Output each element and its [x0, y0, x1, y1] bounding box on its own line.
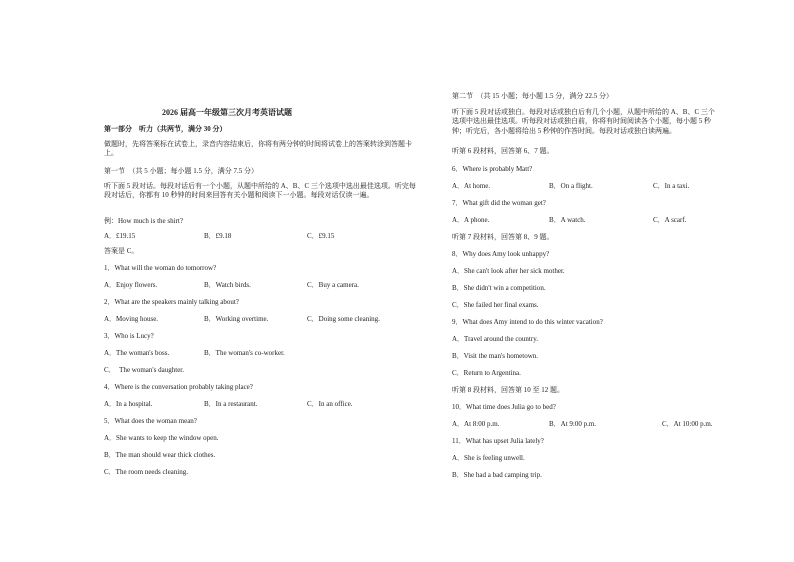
part1-instructions: 做题时，先将答案标在试卷上，录音内容结束后，你将有两分钟的时间将试卷上的答案转涂到答题卡上。: [104, 140, 412, 158]
example-option-c: C．£9.15: [307, 232, 335, 240]
q8-option-c: C．She failed her final exams.: [452, 301, 539, 309]
listen-8-instruction: 听第 8 段材料，回答第 10 至 12 题。: [452, 386, 564, 394]
q7-option-c: C．A scarf.: [653, 216, 687, 224]
q9-option-b: B．Visit the man's hometown.: [452, 352, 539, 360]
q5-option-c: C．The room needs cleaning.: [104, 468, 188, 476]
section1-instructions: 听下面 5 段对话。每段对话后有一个小题，从题中所给的 A、B、C 三个选项中选出最佳选项。听完每段对话后，你都有 10 秒钟的时间来回答有关小题和阅读下一小题。每段对话仅读一遍。: [104, 182, 416, 200]
example-option-a: A．£19.15: [104, 232, 136, 240]
section2-instructions: 听下面 5 段对话或独白。每段对话或独白后有几个小题，从题中所给的 A、B、C 三个选项中选出最佳选项。听每段对话或独白前，你将有时间阅读各个小题，每小题 5 秒钟；听完后，各小题将给出 5 秒钟的作答时间。每段对话或独白读两遍。: [452, 108, 715, 135]
page-title: 2026 届高一年级第三次月考英语试题: [162, 108, 292, 117]
q3-option-a: A．The woman's boss.: [104, 349, 170, 357]
q3-option-b: B．The woman's co-worker.: [204, 349, 285, 357]
q1-option-c: C．Buy a camera.: [307, 281, 359, 289]
listen-7-instruction: 听第 7 段材料，回答第 8、9 题。: [452, 233, 554, 241]
q4-option-b: B．In a restaurant.: [204, 400, 258, 408]
section2-heading: 第二节 （共 15 小题；每小题 1.5 分，满分 22.5 分）: [452, 92, 613, 100]
example-question: 例：How much is the shirt?: [104, 217, 183, 225]
q3-option-c: C． The woman's daughter.: [104, 366, 184, 374]
q2-option-b: B．Working overtime.: [204, 315, 269, 323]
question-4: 4．Where is the conversation probably taking place?: [104, 383, 253, 391]
q1-option-a: A．Enjoy flowers.: [104, 281, 158, 289]
question-11: 11．What has upset Julia lately?: [452, 437, 544, 445]
q10-option-b: B．At 9:00 p.m.: [549, 420, 597, 428]
q11-option-b: B．She had a bad camping trip.: [452, 471, 542, 479]
question-8: 8．Why does Amy look unhappy?: [452, 250, 550, 258]
q1-option-b: B．Watch birds.: [204, 281, 251, 289]
q8-option-b: B．She didn't win a competition.: [452, 284, 546, 292]
q6-option-b: B．On a flight.: [549, 182, 593, 190]
question-5: 5．What does the woman mean?: [104, 417, 197, 425]
question-1: 1．What will the woman do tomorrow?: [104, 264, 217, 272]
section1-heading: 第一节 （共 5 小题；每小题 1.5 分，满分 7.5 分）: [104, 167, 258, 175]
q5-option-b: B．The man should wear thick clothes.: [104, 451, 216, 459]
q8-option-a: A．She can't look after her sick mother.: [452, 267, 565, 275]
q10-option-a: A．At 8:00 p.m.: [452, 420, 500, 428]
q4-option-c: C．In an office.: [307, 400, 353, 408]
part1-heading: 第一部分 听力（共两节，满分 30 分）: [104, 125, 227, 133]
listen-6-instruction: 听第 6 段材料，回答第 6、7 题。: [452, 147, 554, 155]
q9-option-a: A．Travel around the country.: [452, 335, 538, 343]
q10-option-c: C．At 10:00 p.m.: [662, 420, 713, 428]
question-2: 2．What are the speakers mainly talking about?: [104, 298, 239, 306]
question-3: 3．Who is Lucy?: [104, 332, 154, 340]
example-option-b: B．£9.18: [204, 232, 232, 240]
q2-option-c: C．Doing some cleaning.: [307, 315, 380, 323]
q2-option-a: A．Moving house.: [104, 315, 159, 323]
q11-option-a: A．She is feeling unwell.: [452, 454, 525, 462]
question-7: 7．What gift did the woman get?: [452, 199, 546, 207]
q5-option-a: A．She wants to keep the window open.: [104, 434, 219, 442]
example-answer: 答案是 C。: [104, 247, 139, 255]
q6-option-a: A．At home.: [452, 182, 491, 190]
q7-option-b: B．A watch.: [549, 216, 586, 224]
question-9: 9．What does Amy intend to do this winter vacation?: [452, 318, 603, 326]
question-6: 6．Where is probably Matt?: [452, 165, 533, 173]
question-10: 10．What time does Julia go to bed?: [452, 403, 556, 411]
q9-option-c: C．Return to Argentina.: [452, 369, 521, 377]
q7-option-a: A．A phone.: [452, 216, 490, 224]
q6-option-c: C．In a taxi.: [653, 182, 690, 190]
q4-option-a: A．In a hospital.: [104, 400, 153, 408]
